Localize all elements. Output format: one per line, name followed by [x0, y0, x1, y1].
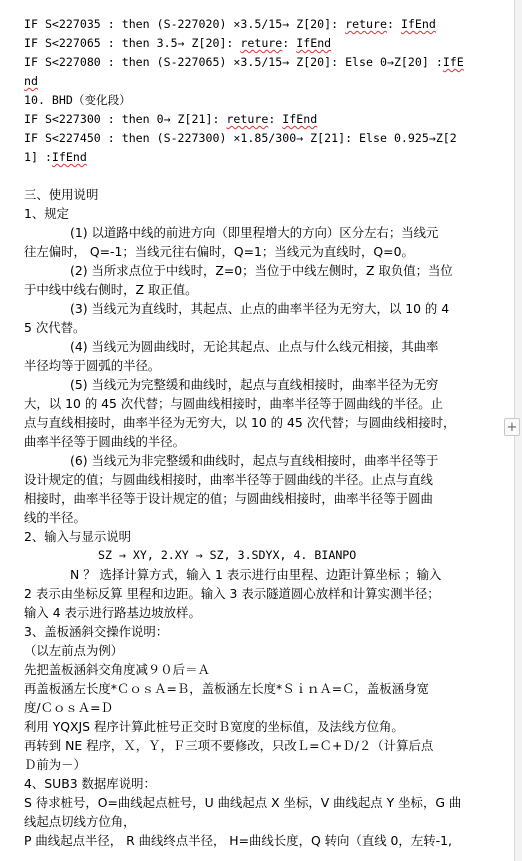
text-line: IF S<227035 : then (S-227020) ×3.5/15→ Z[20]: reture: IfEnd [24, 17, 436, 31]
text-line: N ？ 选择计算方式，输入 1 表示进行由里程、边距计算坐标 ；输入 [70, 567, 442, 582]
text-line: 5 次代替。 [24, 320, 86, 335]
text-line: 利用 YQXJS 程序计算此桩号正交时Ｂ宽度的坐标值，及法线方位角。 [24, 719, 404, 734]
text-line: 设计规定的值；与圆曲线相接时，曲率半径等于圆曲线的半径。止点与直线 [24, 472, 433, 487]
text-line: 于中线中线右侧时，Z 取正值。 [24, 282, 198, 297]
text-line: 1] :IfEnd [24, 150, 87, 164]
subsection-heading: 2、输入与显示说明 [24, 529, 132, 544]
text-line: 度/ＣｏｓＡ=Ｄ [24, 700, 113, 715]
text-line: IF S<227450 : then (S-227300) ×1.85/300→ Z[21]: Else 0.925→Z[2 [24, 131, 457, 145]
text-line: IF S<227300 : then 0→ Z[21]: reture: IfEnd [24, 112, 318, 126]
text-line: 点与直线相接时，曲率半径为无穷大，以 10 的 45 次代替；与圆曲线相接时， [24, 415, 456, 430]
text-line: (2) 当所求点位于中线时，Z=0；当位于中线左侧时，Z 取负值；当位 [70, 263, 453, 278]
text-line: (4) 当线元为圆曲线时，无论其起点、止点与什么线元相接，其曲率 [70, 339, 439, 354]
text-line: IF S<227080 : then (S-227065) ×3.5/15→ Z[20]: Else 0→Z[20] :IfE [24, 55, 464, 69]
text-line: 线起点切线方位角， [24, 814, 136, 829]
text-line: 线的半径。 [24, 510, 86, 525]
text-line: Ｄ前为－） [24, 757, 86, 772]
text-line: (5) 当线元为完整缓和曲线时，起点与直线相接时，曲率半径为无穷 [70, 377, 439, 392]
text-line: 再盖板涵左长度*ＣｏｓＡ=Ｂ，盖板涵左长度*ＳｉｎＡ=Ｃ，盖板涵身宽 [24, 681, 429, 696]
text-line: 曲率半径等于圆曲线的半径。 [24, 434, 186, 449]
text-line: 半径均等于圆弧的半径。 [24, 358, 161, 373]
text-line: (1) 以道路中线的前进方向（即里程增大的方向）区分左右；当线元 [70, 225, 439, 240]
text-line: (3) 当线元为直线时，其起点、止点的曲率半径为无穷大，以 10 的 4 [70, 301, 450, 316]
expand-button[interactable]: + [504, 418, 520, 436]
subsection-heading: 4、SUB3 数据库说明： [24, 776, 156, 791]
text-line: nd [24, 74, 38, 88]
text-line: 相接时，曲率半径等于设计规定的值；与圆曲线相接时，曲率半径等于圆曲 [24, 491, 433, 506]
text-line: 输入 4 表示进行路基边坡放样。 [24, 605, 201, 620]
text-line: IF S<227065 : then 3.5→ Z[20]: reture: IfEnd [24, 36, 332, 50]
subsection-heading: 3、盖板涵斜交操作说明： [24, 624, 169, 639]
text-line: S 待求桩号，O=曲线起点桩号，U 曲线起点 X 坐标，V 曲线起点 Y 坐标，G 曲 [24, 795, 462, 810]
text-line: 大，以 10 的 45 次代替；与圆曲线相接时，曲率半径等于圆曲线的半径。止 [24, 396, 444, 411]
text-line: 再转到 NE 程序，Ｘ，Ｙ，Ｆ三项不要修改，只改Ｌ=Ｃ+Ｄ/２（计算后点 [24, 738, 434, 753]
text-line: P 曲线起点半径， R 曲线终点半径， H=曲线长度，Q 转向（直线 0，左转-1, [24, 833, 452, 848]
text-line: 10. BHD（变化段） [24, 93, 131, 107]
text-line: (6) 当线元为非完整缓和曲线时，起点与直线相接时，曲率半径等于 [70, 453, 439, 468]
text-line: （以左前点为例） [24, 643, 124, 658]
text-line: 先把盖板涵斜交角度减９０后＝Ａ [24, 662, 210, 677]
text-line: 往左偏时， Q=-1；当线元往右偏时，Q=1；当线元为直线时，Q=0。 [24, 244, 414, 259]
section-heading: 三、使用说明 [24, 187, 99, 202]
subsection-heading: 1、规定 [24, 206, 70, 221]
text-line: 2 表示由坐标反算 里程和边距。输入 3 表示隧道圆心放样和计算实测半径； [24, 586, 440, 601]
text-line: SZ → XY, 2.XY → SZ, 3.SDYX, 4. BIANPO [98, 548, 357, 562]
